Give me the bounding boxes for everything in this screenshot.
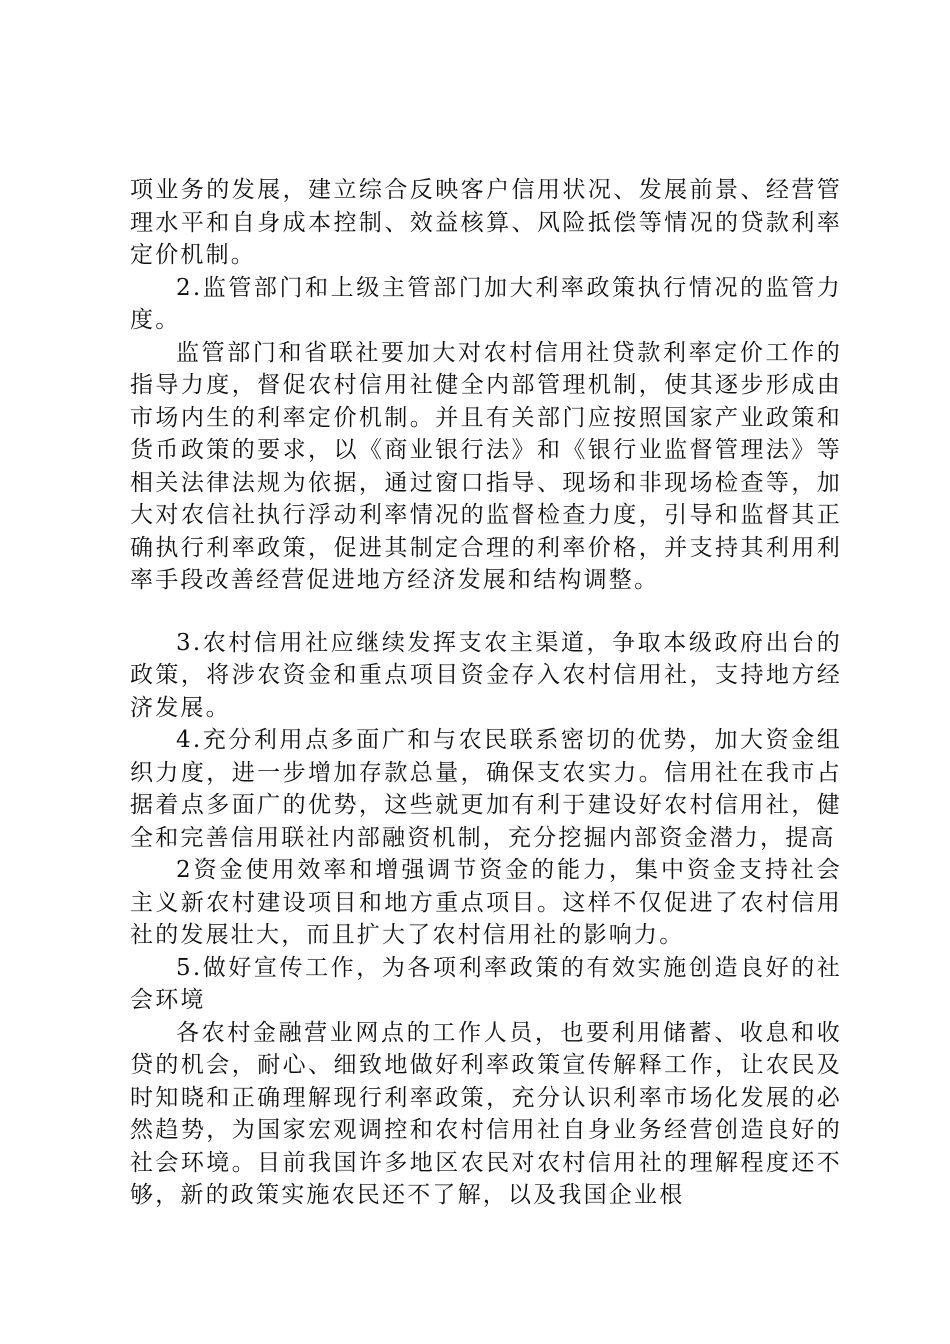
paragraph-item-4: 4.充分利用点多面广和与农民联系密切的优势，加大资金组织力度，进一步增加存款总量，确保支农实力。信用社在我市占据着点多面广的优势，这些就更加有利于建设好农村信用社，健全和完善信用联社内部融资机制，充分挖掘内部资金潜力，提高 (130, 727, 842, 851)
paragraph-item-5-heading: 5.做好宣传工作，为各项利率政策的有效实施创造良好的社会环境 (130, 954, 842, 1013)
paragraph-continuation: 项业务的发展，建立综合反映客户信用状况、发展前景、经营管理水平和自身成本控制、效益核算、风险抵偿等情况的贷款利率定价机制。 (130, 177, 842, 268)
paragraph-item-2-body: 监管部门和省联社要加大对农村信用社贷款利率定价工作的指导力度，督促农村信用社健全内部管理机制，使其逐步形成由市场内生的利率定价机制。并且有关部门应按照国家产业政策和货币政策的要求，以《商业银行法》和《银行业监督管理法》等相关法律法规为依据，通过窗口指导、现场和非现场检查等，加大对农信社执行浮动利率情况的监督检查力度，引导和监督其正确执行利率政策，促进其制定合理的利率价格，并支持其利用利率手段改善经营促进地方经济发展和结构调整。 (130, 339, 842, 593)
document-body (130, 174, 842, 1212)
paragraph-item-3: 3.农村信用社应继续发挥支农主渠道，争取本级政府出台的政策，将涉农资金和重点项目资金存入农村信用社，支持地方经济发展。 (130, 629, 842, 721)
paragraph-item-5-body: 各农村金融营业网点的工作人员，也要利用储蓄、收息和收贷的机会，耐心、细致地做好利率政策宣传解释工作，让农民及时知晓和正确理解现行利率政策，充分认识利率市场化发展的必然趋势，为国家宏观调控和农村信用社自身业务经营创造良好的社会环境。目前我国许多地区农民对农村信用社的理解程度还不够，新的政策实施农民还不了解，以及我国企业根 (130, 1019, 842, 1208)
paragraph-gap (130, 597, 842, 627)
paragraph-item-2-heading: 2.监管部门和上级主管部门加大利率政策执行情况的监管力度。 (130, 274, 842, 333)
paragraph-item-4-continued: 2资金使用效率和增强调节资金的能力，集中资金支持社会主义新农村建设项目和地方重点项目。这样不仅促进了农村信用社的发展壮大，而且扩大了农村信用社的影响力。 (130, 857, 842, 948)
